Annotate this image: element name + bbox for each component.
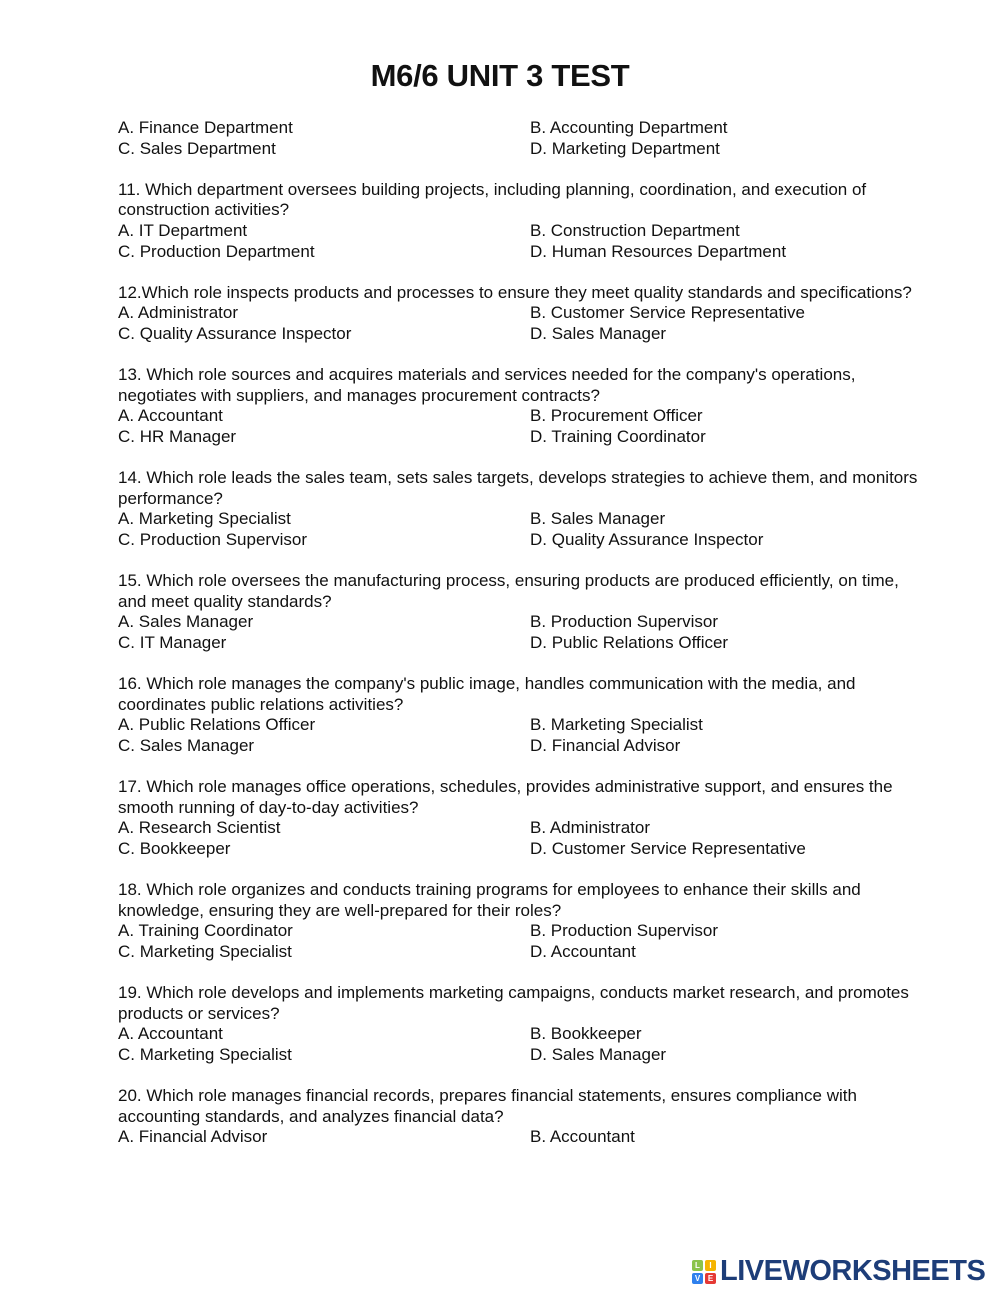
question-text: 16. Which role manages the company's public image, handles communication with the media, and coordinates public relations activities? <box>118 674 856 714</box>
question-block <box>118 1086 918 1148</box>
logo-icon <box>692 1260 716 1284</box>
answer-option: C. Quality Assurance Inspector <box>118 323 352 343</box>
answer-options <box>118 921 918 962</box>
liveworksheets-logo <box>692 1255 985 1288</box>
answer-options <box>118 1024 918 1065</box>
logo-text: LIVEWORKSHEETS <box>720 1255 986 1287</box>
question-block <box>118 983 918 1065</box>
answer-options <box>118 1127 918 1148</box>
answer-options <box>118 406 918 447</box>
answer-option: A. Accountant <box>118 406 223 426</box>
answer-options <box>118 818 918 859</box>
question-list <box>118 118 918 1168</box>
logo-square: V <box>692 1273 703 1284</box>
question-block <box>118 880 918 962</box>
answer-option: C. Production Department <box>118 241 315 261</box>
answer-options <box>118 221 918 262</box>
answer-option: B. Accounting Department <box>530 118 728 137</box>
answer-options <box>118 715 918 756</box>
answer-options <box>118 303 918 344</box>
answer-option: C. Sales Manager <box>118 735 255 755</box>
answer-option: C. Marketing Specialist <box>118 941 292 961</box>
question-text: 12.Which role inspects products and processes to ensure they meet quality standards and specifications? <box>118 282 912 302</box>
answer-option: C. Production Supervisor <box>118 529 307 549</box>
answer-option: A. Research Scientist <box>118 818 281 838</box>
answer-option: C. HR Manager <box>118 426 237 446</box>
answer-option: A. Marketing Specialist <box>118 509 291 529</box>
answer-option: C. Marketing Specialist <box>118 1044 292 1064</box>
answer-options <box>118 118 918 159</box>
answer-options <box>118 612 918 653</box>
question-block <box>118 283 918 345</box>
answer-option: D. Sales Manager <box>530 323 667 343</box>
answer-option: A. Sales Manager <box>118 612 254 632</box>
question-text: 20. Which role manages financial records, prepares financial statements, ensures compliance with accounting standards, and analyzes financial data? <box>118 1085 857 1126</box>
answer-option: B. Marketing Specialist <box>530 715 703 735</box>
answer-option: D. Quality Assurance Inspector <box>530 529 764 549</box>
answer-option: D. Customer Service Representative <box>530 838 806 858</box>
page-title: M6/6 UNIT 3 TEST <box>370 58 630 93</box>
logo-square: I <box>705 1260 716 1271</box>
logo-square: E <box>705 1273 716 1284</box>
question-text: 14. Which role leads the sales team, sets sales targets, develops strategies to achieve them, and monitors performance? <box>118 468 918 508</box>
answer-option: D. Training Coordinator <box>530 426 706 446</box>
answer-option: B. Sales Manager <box>530 509 666 529</box>
logo-square: L <box>692 1260 703 1271</box>
answer-option: B. Customer Service Representative <box>530 303 805 323</box>
answer-option: A. Financial Advisor <box>118 1127 268 1147</box>
question-block <box>118 674 918 756</box>
answer-option: C. Sales Department <box>118 138 276 158</box>
answer-option: A. Administrator <box>118 303 238 323</box>
answer-option: A. Accountant <box>118 1024 223 1044</box>
question-text: 17. Which role manages office operations, schedules, provides administrative support, and ensures the smooth running of day-to-day activities? <box>118 777 893 817</box>
answer-option: C. Bookkeeper <box>118 838 231 858</box>
answer-option: B. Production Supervisor <box>530 921 719 941</box>
answer-option: B. Administrator <box>530 818 650 838</box>
question-block <box>118 365 918 447</box>
answer-option: A. IT Department <box>118 220 248 240</box>
answer-option: B. Bookkeeper <box>530 1024 642 1044</box>
answer-option: A. Public Relations Officer <box>118 715 316 735</box>
answer-options <box>118 509 918 550</box>
question-text: 18. Which role organizes and conducts training programs for employees to enhance their skills and knowledge, ensuring they are well-prepared for their roles? <box>118 879 861 920</box>
answer-option: D. Accountant <box>530 941 636 961</box>
question-text: 19. Which role develops and implements marketing campaigns, conducts market research, and promotes products or services? <box>118 982 909 1023</box>
answer-option: D. Human Resources Department <box>530 241 787 261</box>
answer-option: B. Construction Department <box>530 220 740 240</box>
question-text: 13. Which role sources and acquires materials and services needed for the company's operations, negotiates with suppliers, and manages procurement contracts? <box>118 365 856 405</box>
question-block <box>118 180 918 262</box>
answer-option: D. Financial Advisor <box>530 735 681 755</box>
question-block <box>118 118 918 159</box>
question-block <box>118 777 918 859</box>
answer-option: D. Marketing Department <box>530 138 720 158</box>
answer-option: B. Accountant <box>530 1127 635 1147</box>
question-text: 11. Which department oversees building projects, including planning, coordination, and execution of construction activities? <box>118 179 867 220</box>
question-block <box>118 468 918 550</box>
answer-option: D. Public Relations Officer <box>530 632 729 652</box>
answer-option: C. IT Manager <box>118 632 227 652</box>
question-text: 15. Which role oversees the manufacturing process, ensuring products are produced efficiently, on time, and meet quality standards? <box>118 571 899 611</box>
answer-option: B. Procurement Officer <box>530 406 703 426</box>
answer-option: D. Sales Manager <box>530 1044 667 1064</box>
question-block <box>118 571 918 653</box>
answer-option: B. Production Supervisor <box>530 612 719 632</box>
answer-option: A. Training Coordinator <box>118 921 293 941</box>
answer-option: A. Finance Department <box>118 118 293 137</box>
